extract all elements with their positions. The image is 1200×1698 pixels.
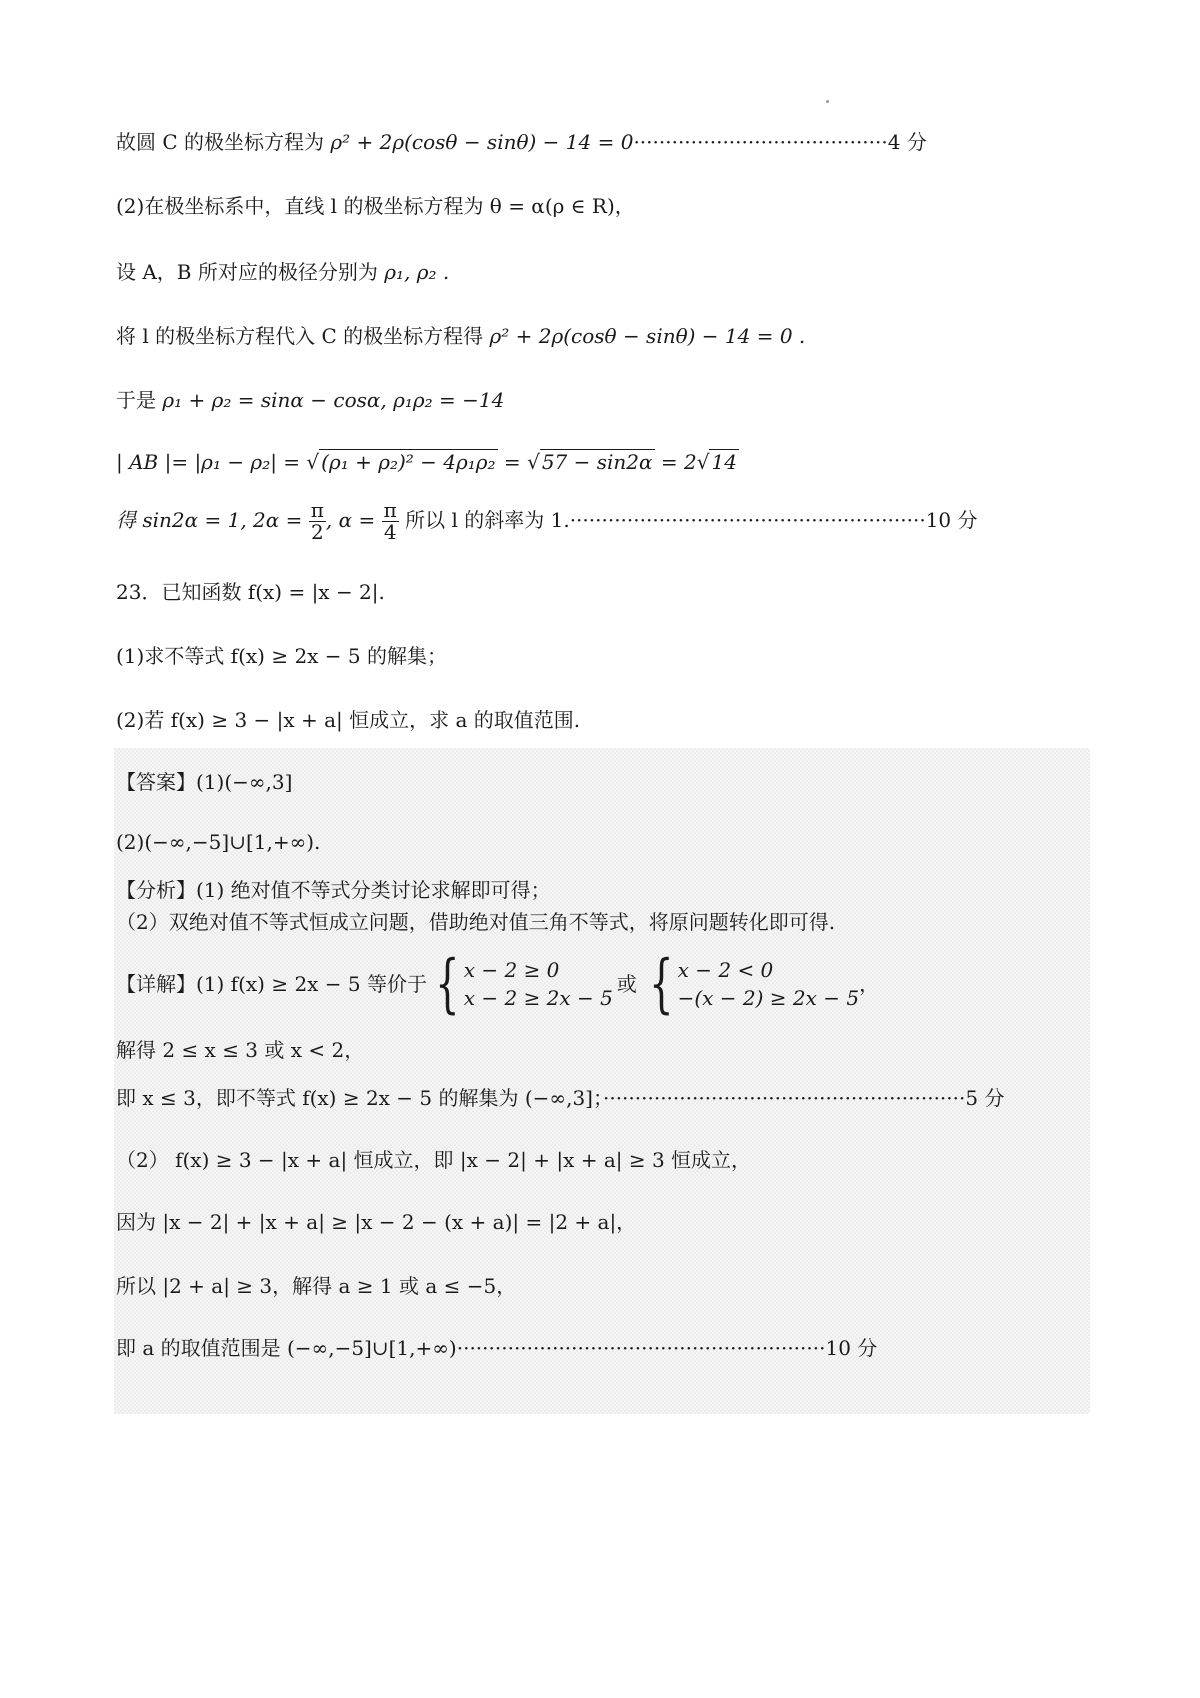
line-7-part-a: 得 sin2α = 1, 2α = (116, 508, 309, 532)
line-7-part-b: , α = (325, 508, 382, 532)
fraction-1-denominator: 2 (310, 520, 324, 544)
question-23-part-2 (116, 710, 580, 730)
detail-line-1 (116, 947, 880, 1021)
detail-line-2 (116, 1040, 364, 1060)
answer-2-text: (2)(−∞,−5]∪[1,+∞). (116, 830, 321, 854)
answer-line-2 (116, 832, 320, 852)
detail-4-text: （2） f(x) ≥ 3 − |x + a| 恒成立，即 |x − 2| + |x + a| ≥ 3 恒成立， (116, 1148, 752, 1172)
line-part-2-intro (116, 196, 635, 216)
question-23-text: 23．已知函数 f(x) = |x − 2|. (116, 580, 385, 604)
case-2-first: x − 2 < 0 (677, 958, 774, 982)
question-23-part-2-text: (2)若 f(x) ≥ 3 − |x + a| 恒成立，求 a 的取值范围. (116, 708, 581, 732)
line-7-part-c: 所以 l 的斜率为 1. (398, 508, 570, 532)
detail-5-text: 因为 |x − 2| + |x + a| ≥ |x − 2 − (x + a)| = |2 + a|， (116, 1210, 637, 1234)
answer-line-1 (116, 772, 292, 792)
fraction-2-denominator: 4 (383, 520, 397, 544)
fraction-1-numerator: π (310, 498, 324, 522)
line-6-radicand-2: 57 − sin2α (541, 450, 653, 474)
analysis-2-text: （2）双绝对值不等式恒成立问题，借助绝对值三角不等式，将原问题转化即可得. (116, 910, 836, 934)
detail-7-dots: ·························································· (456, 1336, 826, 1360)
stray-dot (826, 100, 829, 103)
analysis-line-2 (116, 912, 835, 932)
line-substitute (116, 326, 805, 346)
detail-1-comma: ， (859, 972, 880, 996)
line-6-part-b: = (497, 450, 528, 474)
line-7-score: 10 分 (925, 508, 978, 532)
question-23-part-1 (116, 646, 447, 666)
line-1-score: 4 分 (887, 130, 927, 154)
fraction-2-numerator: π (383, 498, 397, 522)
detail-line-3 (116, 1088, 1004, 1108)
case-system-1: { x − 2 ≥ 0 x − 2 ≥ 2x − 5 (435, 947, 613, 1021)
detail-line-6 (116, 1276, 516, 1296)
question-23-part-1-text: (1)求不等式 f(x) ≥ 2x − 5 的解集； (116, 644, 448, 668)
line-vieta (116, 390, 504, 410)
line-slope (116, 500, 978, 543)
question-23-title (116, 582, 385, 602)
detail-1-prefix: 【详解】(1) f(x) ≥ 2x − 5 等价于 (116, 972, 428, 996)
line-7-dots: ························································ (569, 508, 926, 532)
fraction-pi-over-2 (309, 500, 326, 543)
detail-3-text: 即 x ≤ 3，即不等式 f(x) ≥ 2x − 5 的解集为 (−∞,3]； (116, 1086, 603, 1110)
case-2-second: −(x − 2) ≥ 2x − 5 (677, 986, 860, 1010)
case-1-first: x − 2 ≥ 0 (463, 958, 560, 982)
line-1-dots: ········································ (633, 130, 888, 154)
case-system-2: { x − 2 < 0 −(x − 2) ≥ 2x − 5 (649, 947, 860, 1021)
line-ab-length: | AB |= |ρ₁ − ρ₂| = √ (ρ₁ + ρ₂)² − 4ρ₁ρ₂ = √ 57 − sin2α = 2√ 14 (116, 450, 737, 474)
line-1-text: 故圆 C 的极坐标方程为 (116, 130, 331, 154)
line-4-text: 将 l 的极坐标方程代入 C 的极坐标方程得 (116, 324, 490, 348)
case-1-second: x − 2 ≥ 2x − 5 (463, 986, 613, 1010)
line-4-equation: ρ² + 2ρ(cosθ − sinθ) − 14 = 0 . (489, 324, 806, 348)
line-5-equation: ρ₁ + ρ₂ = sinα − cosα, ρ₁ρ₂ = −14 (162, 388, 505, 412)
line-radii (116, 262, 449, 282)
answer-1-text: 【答案】(1)(−∞,3] (116, 770, 293, 794)
line-6-radicand-1: (ρ₁ + ρ₂)² − 4ρ₁ρ₂ (321, 450, 496, 474)
detail-1-or: 或 (616, 972, 637, 996)
detail-2-text: 解得 2 ≤ x ≤ 3 或 x < 2， (116, 1038, 365, 1062)
line-6-part-c: = 2 (654, 450, 697, 474)
line-3-equation: ρ₁, ρ₂ . (384, 260, 450, 284)
line-6-radicand-3: 14 (711, 450, 737, 474)
analysis-1-text: 【分析】(1) 绝对值不等式分类讨论求解即可得； (116, 878, 551, 902)
line-5-text: 于是 (116, 388, 163, 412)
detail-6-text: 所以 |2 + a| ≥ 3，解得 a ≥ 1 或 a ≤ −5， (116, 1274, 517, 1298)
fraction-pi-over-4 (382, 500, 399, 543)
detail-3-score: 5 分 (965, 1086, 1005, 1110)
line-6-part-a: | AB |= |ρ₁ − ρ₂| = (116, 450, 307, 474)
line-circle-polar-equation (116, 132, 927, 152)
detail-line-5 (116, 1212, 636, 1232)
analysis-line-1 (116, 880, 551, 900)
detail-7-score: 10 分 (825, 1336, 878, 1360)
detail-line-7 (116, 1338, 877, 1358)
detail-line-4 (116, 1150, 751, 1170)
detail-3-dots: ························································· (602, 1086, 966, 1110)
line-1-equation: ρ² + 2ρ(cosθ − sinθ) − 14 = 0 (330, 130, 634, 154)
line-2-text: (2)在极坐标系中，直线 l 的极坐标方程为 θ = α(ρ ∈ R)， (116, 194, 635, 218)
line-3-text: 设 A，B 所对应的极径分别为 (116, 260, 385, 284)
detail-7-text: 即 a 的取值范围是 (−∞,−5]∪[1,+∞) (116, 1336, 457, 1360)
